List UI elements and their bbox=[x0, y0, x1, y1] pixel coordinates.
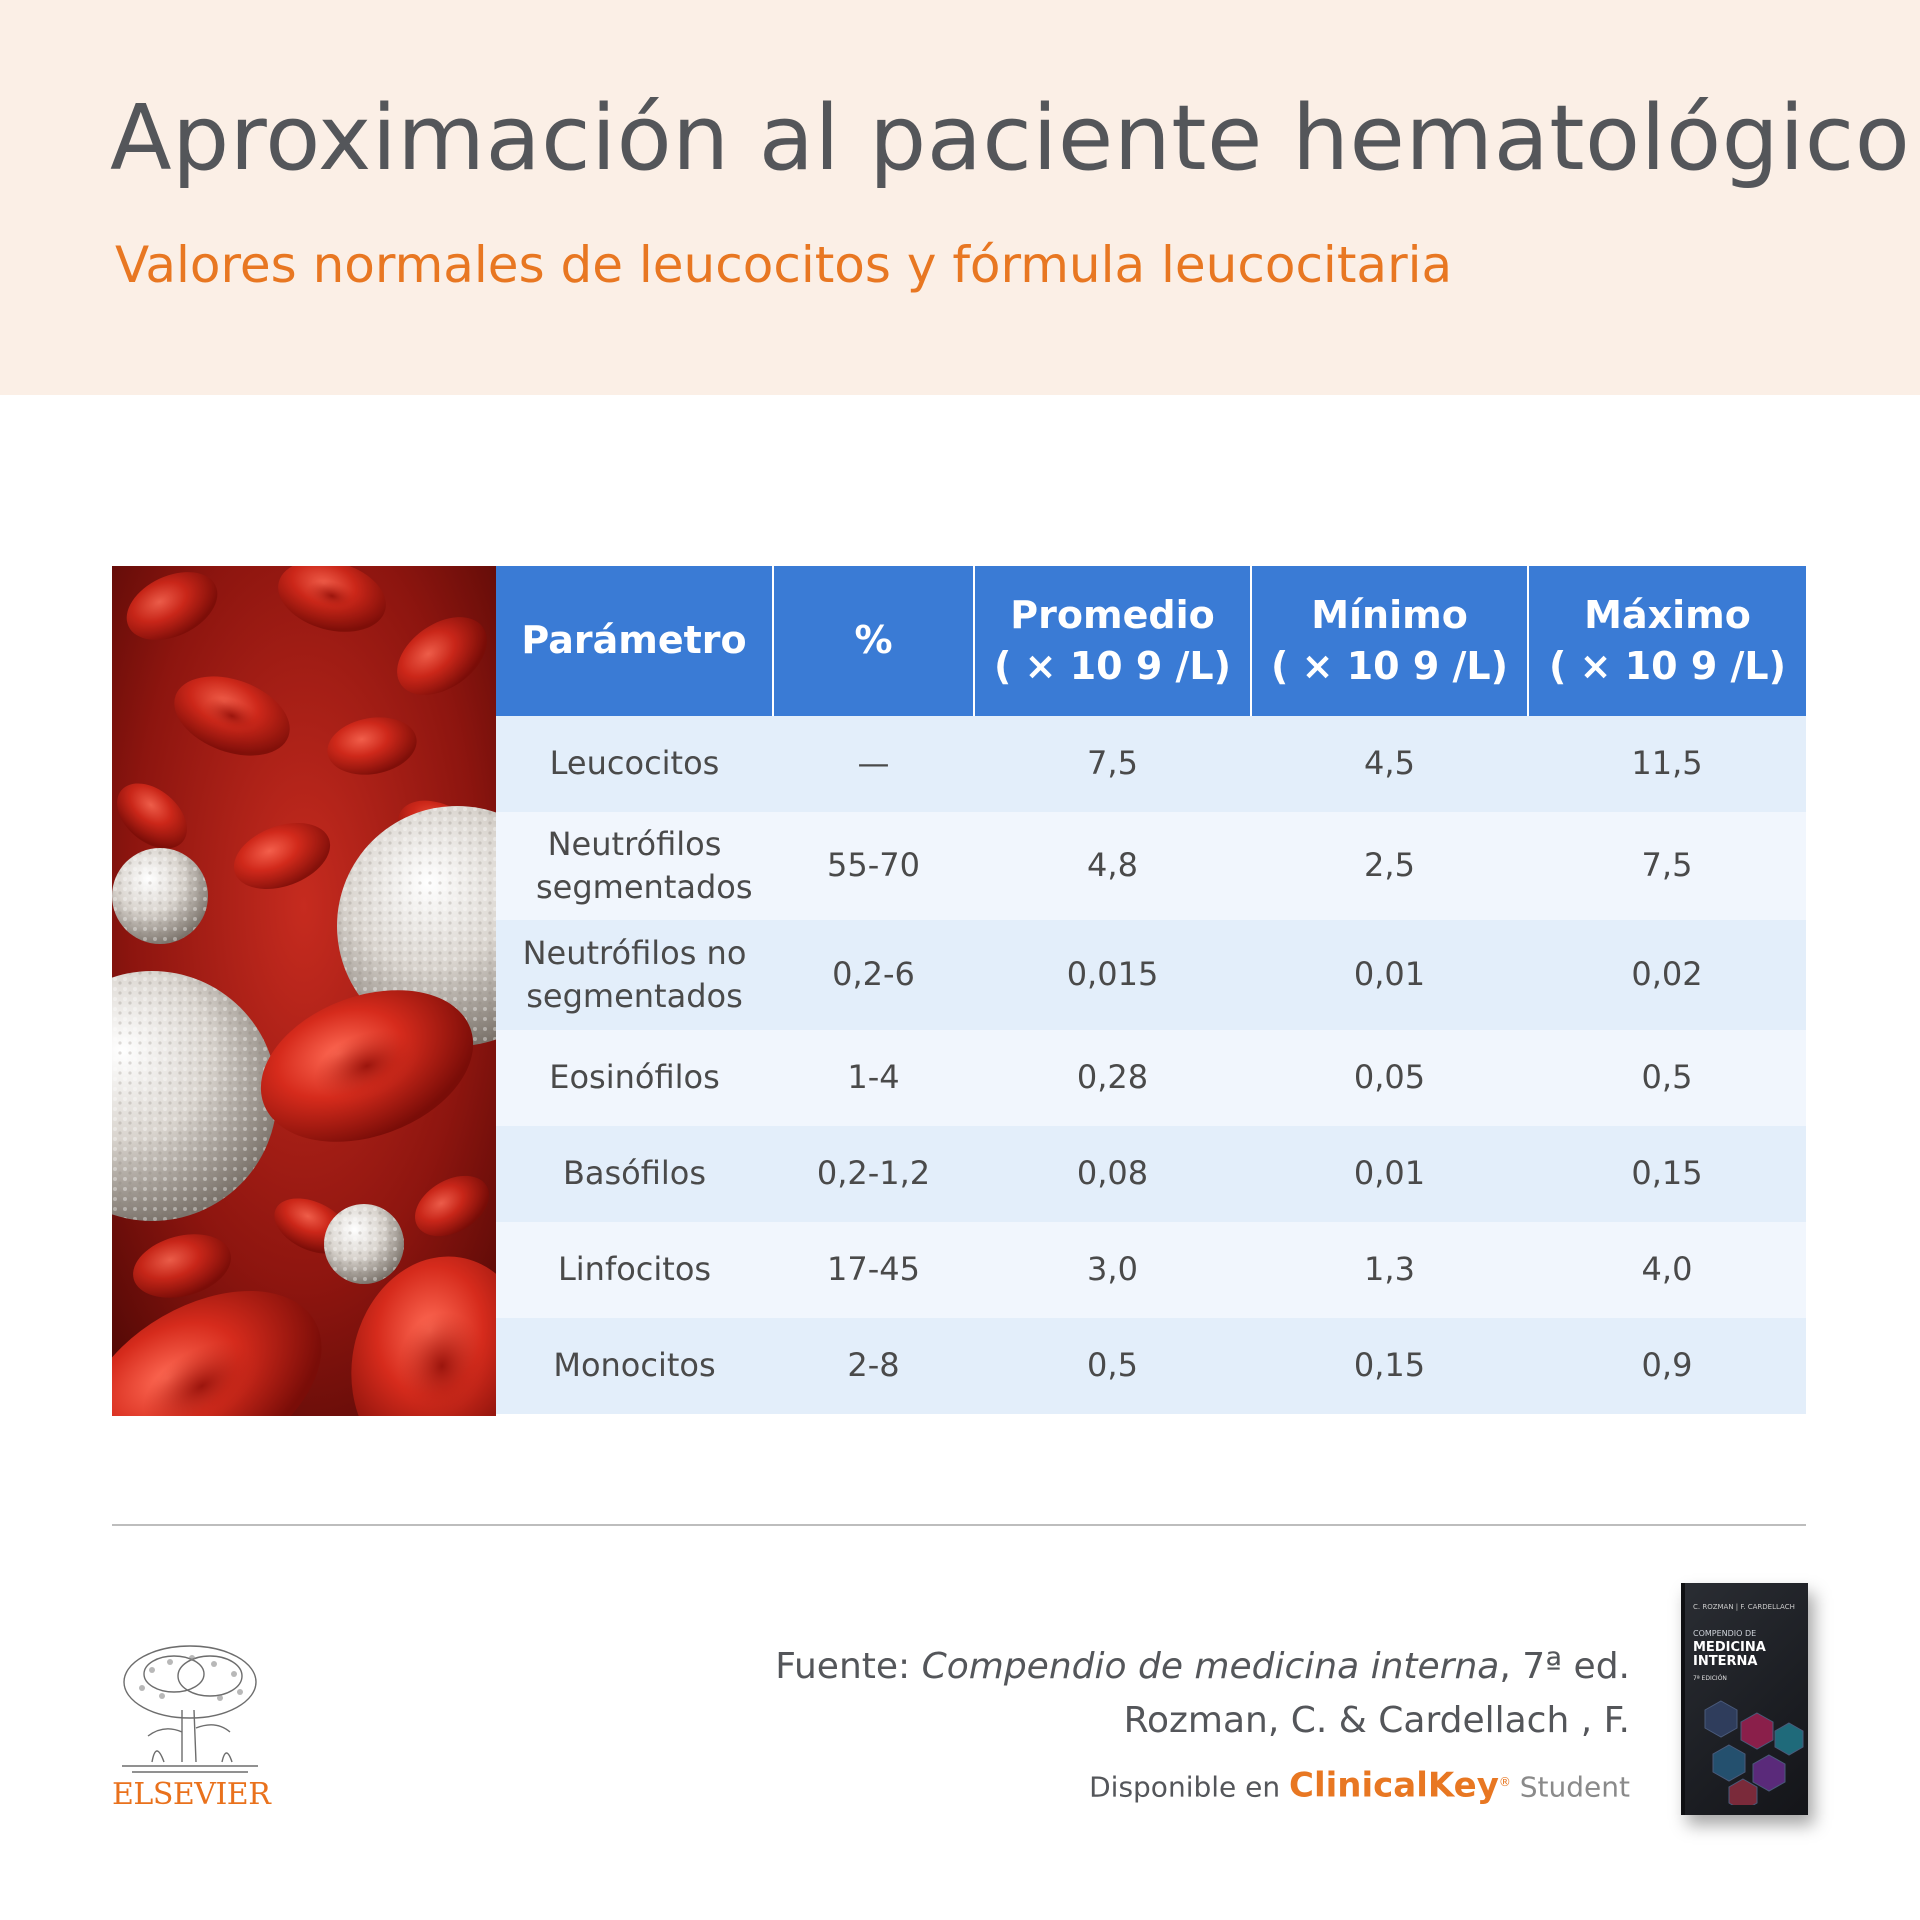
cell-minimo: 4,5 bbox=[1251, 716, 1528, 812]
availability-line bbox=[775, 1752, 1630, 1817]
table-row bbox=[496, 1126, 1806, 1222]
cell-maximo: 0,02 bbox=[1528, 920, 1806, 1030]
book-title-small: COMPENDIO DE bbox=[1693, 1629, 1757, 1638]
book-title-line: MEDICINA bbox=[1693, 1640, 1766, 1655]
column-header-maximo bbox=[1528, 566, 1806, 716]
cell-minimo: 1,3 bbox=[1251, 1222, 1528, 1318]
book-edition: 7ª EDICIÓN bbox=[1693, 1675, 1727, 1682]
cell-percent: 0,2-6 bbox=[773, 920, 974, 1030]
source-line bbox=[775, 1640, 1630, 1694]
column-header-promedio bbox=[974, 566, 1251, 716]
cell-promedio: 0,5 bbox=[974, 1318, 1251, 1414]
cell-percent: — bbox=[773, 716, 974, 812]
column-header-parametro bbox=[496, 566, 773, 716]
cell-promedio: 0,08 bbox=[974, 1126, 1251, 1222]
cell-promedio: 7,5 bbox=[974, 716, 1251, 812]
cell-promedio: 0,015 bbox=[974, 920, 1251, 1030]
column-header-line: Mínimo bbox=[1311, 592, 1468, 637]
cell-maximo: 0,15 bbox=[1528, 1126, 1806, 1222]
cell-percent: 0,2-1,2 bbox=[773, 1126, 974, 1222]
footer-divider bbox=[112, 1524, 1806, 1526]
clinicalkey-brand: ClinicalKey bbox=[1289, 1765, 1499, 1806]
cell-maximo: 11,5 bbox=[1528, 716, 1806, 812]
page-title: Aproximación al paciente hematológico bbox=[110, 86, 1911, 191]
cell-promedio: 3,0 bbox=[974, 1222, 1251, 1318]
cell-maximo: 0,5 bbox=[1528, 1030, 1806, 1126]
cell-minimo: 0,15 bbox=[1251, 1318, 1528, 1414]
cell-percent: 55-70 bbox=[773, 812, 974, 920]
cell-parametro: Eosinófilos bbox=[496, 1030, 773, 1126]
cell-percent: 1-4 bbox=[773, 1030, 974, 1126]
column-header-unit: ( × 10 9 /L) bbox=[1271, 644, 1508, 688]
source-prefix: Fuente: bbox=[775, 1646, 922, 1687]
book-title bbox=[1693, 1627, 1766, 1669]
page-subtitle: Valores normales de leucocitos y fórmula leucocitaria bbox=[115, 236, 1453, 294]
table-row bbox=[496, 1318, 1806, 1414]
cell-parametro: Linfocitos bbox=[496, 1222, 773, 1318]
cell-minimo: 0,05 bbox=[1251, 1030, 1528, 1126]
cell-parametro: Basófilos bbox=[496, 1126, 773, 1222]
elsevier-tree-icon bbox=[112, 1640, 268, 1778]
available-prefix: Disponible en bbox=[1089, 1770, 1290, 1804]
elsevier-wordmark: ELSEVIER bbox=[112, 1777, 271, 1812]
cell-parametro: Neutrófilos segmentados bbox=[496, 812, 773, 920]
cell-maximo: 4,0 bbox=[1528, 1222, 1806, 1318]
source-edition: , 7ª ed. bbox=[1499, 1646, 1630, 1687]
cell-parametro: Neutrófilos no segmentados bbox=[496, 920, 773, 1030]
table-row bbox=[496, 1030, 1806, 1126]
header-banner bbox=[0, 0, 1920, 395]
column-header-percent bbox=[773, 566, 974, 716]
clinicalkey-student: Student bbox=[1510, 1770, 1630, 1804]
column-header-unit: ( × 10 9 /L) bbox=[994, 644, 1231, 688]
cell-maximo: 0,9 bbox=[1528, 1318, 1806, 1414]
cell-percent: 2-8 bbox=[773, 1318, 974, 1414]
column-header-line: Máximo bbox=[1584, 592, 1751, 637]
table-row bbox=[496, 1222, 1806, 1318]
column-header-line: Promedio bbox=[1010, 592, 1215, 637]
hexagon-pattern-icon bbox=[1693, 1693, 1805, 1805]
cell-parametro: Monocitos bbox=[496, 1318, 773, 1414]
column-header-line: Parámetro bbox=[521, 618, 747, 663]
source-citation bbox=[775, 1640, 1630, 1817]
leukocyte-values-table bbox=[496, 566, 1806, 1414]
book-title-line: INTERNA bbox=[1693, 1654, 1758, 1669]
table-row bbox=[496, 920, 1806, 1030]
column-header-minimo bbox=[1251, 566, 1528, 716]
source-book-title: Compendio de medicina interna bbox=[921, 1646, 1500, 1687]
cell-minimo: 2,5 bbox=[1251, 812, 1528, 920]
cell-promedio: 0,28 bbox=[974, 1030, 1251, 1126]
cell-promedio: 4,8 bbox=[974, 812, 1251, 920]
blood-cells-image bbox=[112, 566, 496, 1416]
table-header-row bbox=[496, 566, 1806, 716]
table-row bbox=[496, 812, 1806, 920]
cell-percent: 17-45 bbox=[773, 1222, 974, 1318]
book-authors: C. ROZMAN | F. CARDELLACH bbox=[1693, 1603, 1795, 1611]
column-header-line: % bbox=[854, 618, 893, 663]
source-authors: Rozman, C. & Cardellach , F. bbox=[1123, 1700, 1630, 1741]
cell-parametro: Leucocitos bbox=[496, 716, 773, 812]
elsevier-logo bbox=[112, 1640, 271, 1812]
column-header-unit: ( × 10 9 /L) bbox=[1549, 644, 1786, 688]
cell-minimo: 0,01 bbox=[1251, 920, 1528, 1030]
table-row bbox=[496, 716, 1806, 812]
cell-minimo: 0,01 bbox=[1251, 1126, 1528, 1222]
cell-maximo: 7,5 bbox=[1528, 812, 1806, 920]
registered-mark: ® bbox=[1498, 1775, 1511, 1789]
book-cover bbox=[1681, 1583, 1808, 1815]
